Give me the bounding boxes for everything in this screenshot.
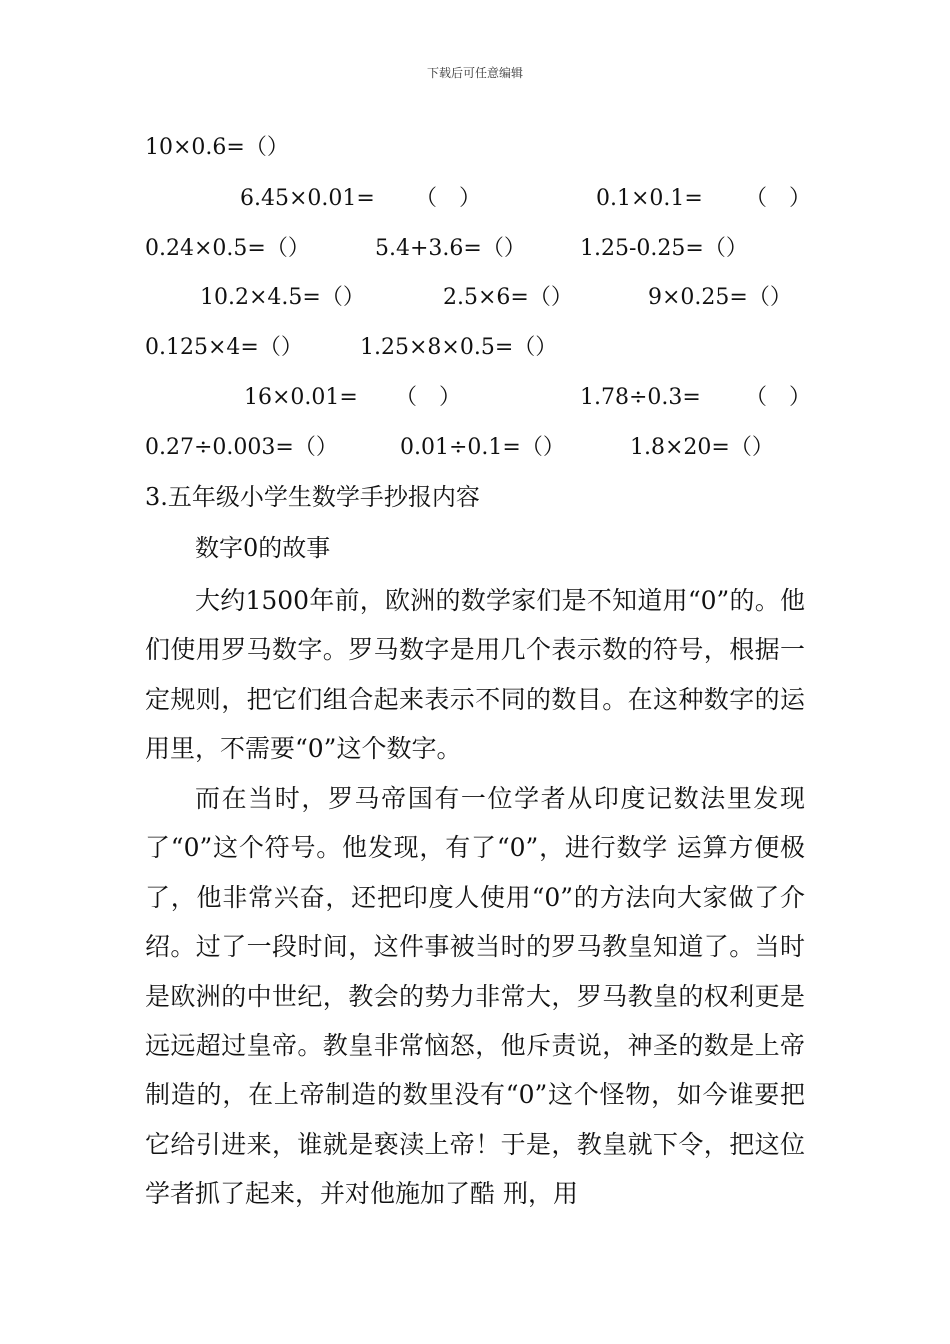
exercise-item: 2.5×6=（） [443, 285, 573, 310]
exercise-item: 6.45×0.01= [240, 186, 375, 211]
exercise-item: 5.4+3.6=（） [375, 236, 526, 261]
exercise-answer-blank: （ ） [745, 186, 812, 211]
exercise-item: 10.2×4.5=（） [200, 285, 365, 310]
exercise-answer-blank: （ ） [415, 186, 482, 211]
exercise-item: 1.25×8×0.5=（） [360, 335, 558, 360]
exercise-item: 1.78÷0.3= [580, 385, 701, 410]
exercise-item: 0.1×0.1= [596, 186, 703, 211]
exercise-item: 0.125×4=（） [145, 335, 303, 360]
exercise-item: 1.8×20=（） [630, 435, 774, 460]
page-header-note: 下载后可任意编辑 [426, 66, 523, 80]
exercise-item: 16×0.01= [244, 385, 358, 410]
exercise-item: 10×0.6=（） [145, 135, 289, 160]
exercise-answer-blank: （ ） [395, 385, 462, 410]
exercise-answer-blank: （ ） [745, 385, 812, 410]
exercise-item: 1.25-0.25=（） [580, 236, 748, 261]
exercise-item: 9×0.25=（） [648, 285, 792, 310]
exercise-item: 0.27÷0.003=（） [145, 435, 338, 460]
section-heading: 3.五年级小学生数学手抄报内容 [145, 483, 480, 511]
exercise-item: 0.24×0.5=（） [145, 236, 310, 261]
story-title: 数字0的故事 [195, 534, 331, 562]
story-paragraph: 而在当时，罗马帝国有一位学者从印度记数法里发现了“0”这个符号。他发现，有了“0”，进行数学 运算方便极了，他非常兴奋，还把印度人使用“0”的方法向大家做了介绍。过了一段时间，这件事被当时的罗马教皇知道了。当时是欧洲的中世纪，教会的势力非常大，罗马教皇的权利更是远远超过皇帝。教皇非常恼怒，他斥责说，神圣的数是上帝制造的，在上帝制造的数里没有“0”这个怪物，如今谁要把它给引进来，谁就是亵渎上帝！于是，教皇就下令，把这位学者抓了起来，并对他施加了酷 刑，用 [145, 784, 805, 1209]
story-paragraph: 大约1500年前，欧洲的数学家们是不知道用“0”的。他们使用罗马数字。罗马数字是用几个表示数的符号，根据一定规则，把它们组合起来表示不同的数目。在这种数字的运用里，不需要“0”这个数字。 [145, 586, 805, 764]
exercise-item: 0.01÷0.1=（） [400, 435, 565, 460]
